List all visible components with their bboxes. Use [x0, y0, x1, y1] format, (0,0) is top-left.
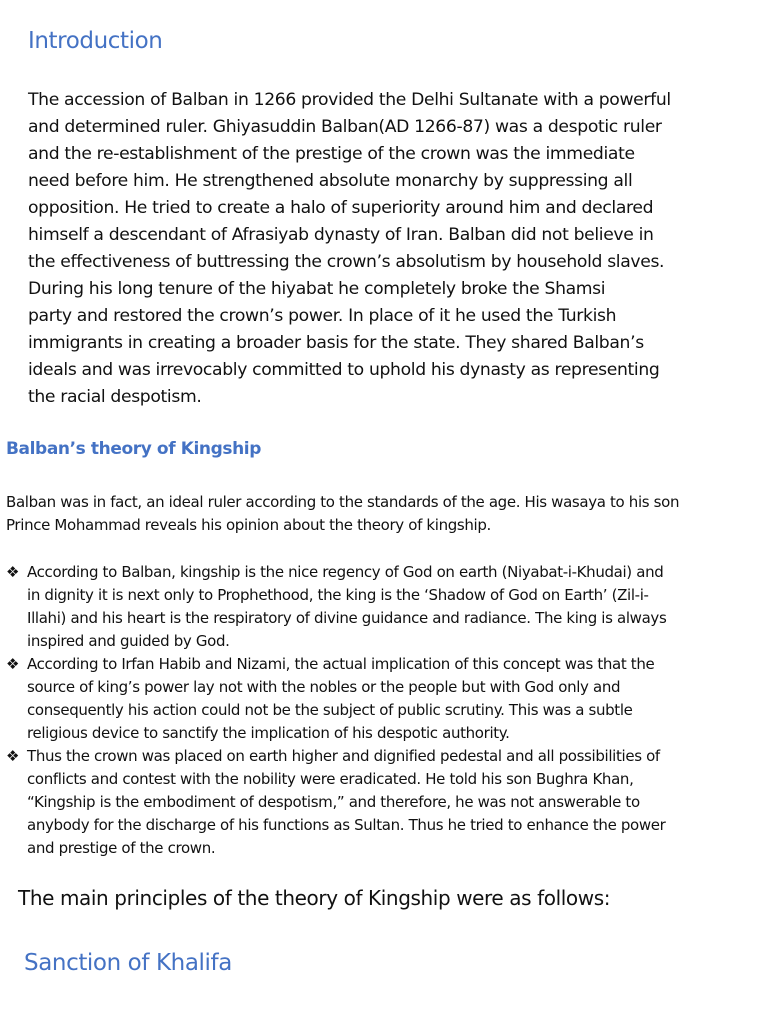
- kingship-heading: Balban’s theory of Kingship: [6, 439, 261, 459]
- diamond-bullet-icon: ❖: [6, 563, 20, 581]
- diamond-bullet-icon: ❖: [6, 747, 20, 765]
- list-item: [6, 561, 756, 653]
- kingship-paragraph-line: Prince Mohammad reveals his opinion about the theory of kingship.: [6, 516, 491, 534]
- introduction-line: need before him. He strengthened absolute monarchy by suppressing all: [28, 171, 633, 191]
- bullet-line: Thus the crown was placed on earth higher and dignified pedestal and all possibilities of: [27, 747, 660, 765]
- introduction-line: and determined ruler. Ghiyasuddin Balban(AD 1266-87) was a despotic ruler: [28, 117, 662, 137]
- bullet-line: and prestige of the crown.: [27, 839, 216, 857]
- bullet-line: inspired and guided by God.: [27, 632, 230, 650]
- bullet-line: religious device to sanctify the implication of his despotic authority.: [27, 724, 510, 742]
- introduction-line: the effectiveness of buttressing the crown’s absolutism by household slaves.: [28, 252, 665, 272]
- diamond-bullet-icon: ❖: [6, 655, 20, 673]
- kingship-paragraph: [6, 491, 751, 537]
- introduction-line: opposition. He tried to create a halo of superiority around him and declared: [28, 198, 654, 218]
- list-item: [6, 653, 756, 745]
- sanction-heading: Sanction of Khalifa: [24, 950, 232, 976]
- principles-intro: The main principles of the theory of Kingship were as follows:: [18, 886, 611, 910]
- bullet-line: consequently his action could not be the subject of public scrutiny. This was a subtle: [27, 701, 633, 719]
- bullet-line: source of king’s power lay not with the nobles or the people but with God only and: [27, 678, 621, 696]
- introduction-line: the racial despotism.: [28, 387, 202, 407]
- bullet-line: conflicts and contest with the nobility were eradicated. He told his son Bughra Khan,: [27, 770, 634, 788]
- introduction-line: himself a descendant of Afrasiyab dynasty of Iran. Balban did not believe in: [28, 225, 654, 245]
- introduction-line: party and restored the crown’s power. In place of it he used the Turkish: [28, 306, 617, 326]
- introduction-paragraph: [28, 87, 758, 411]
- kingship-bullet-list: [6, 561, 756, 860]
- introduction-heading: Introduction: [28, 28, 163, 54]
- kingship-paragraph-line: Balban was in fact, an ideal ruler according to the standards of the age. His wasaya to his son: [6, 493, 680, 511]
- bullet-line: Illahi) and his heart is the respiratory of divine guidance and radiance. The king is always: [27, 609, 667, 627]
- bullet-line: in dignity it is next only to Prophethood, the king is the ‘Shadow of God on Earth’ (Zil-i-: [27, 586, 649, 604]
- introduction-line: immigrants in creating a broader basis for the state. They shared Balban’s: [28, 333, 644, 353]
- introduction-line: ideals and was irrevocably committed to uphold his dynasty as representing: [28, 360, 660, 380]
- list-item: [6, 745, 756, 860]
- introduction-line: and the re-establishment of the prestige of the crown was the immediate: [28, 144, 635, 164]
- bullet-line: anybody for the discharge of his functions as Sultan. Thus he tried to enhance the power: [27, 816, 666, 834]
- bullet-line: According to Irfan Habib and Nizami, the actual implication of this concept was that the: [27, 655, 655, 673]
- introduction-line: The accession of Balban in 1266 provided the Delhi Sultanate with a powerful: [28, 90, 671, 110]
- introduction-line: During his long tenure of the hiyabat he completely broke the Shamsi: [28, 279, 606, 299]
- bullet-line: According to Balban, kingship is the nice regency of God on earth (Niyabat-i-Khudai) and: [27, 563, 664, 581]
- bullet-line: “Kingship is the embodiment of despotism,” and therefore, he was not answerable to: [27, 793, 640, 811]
